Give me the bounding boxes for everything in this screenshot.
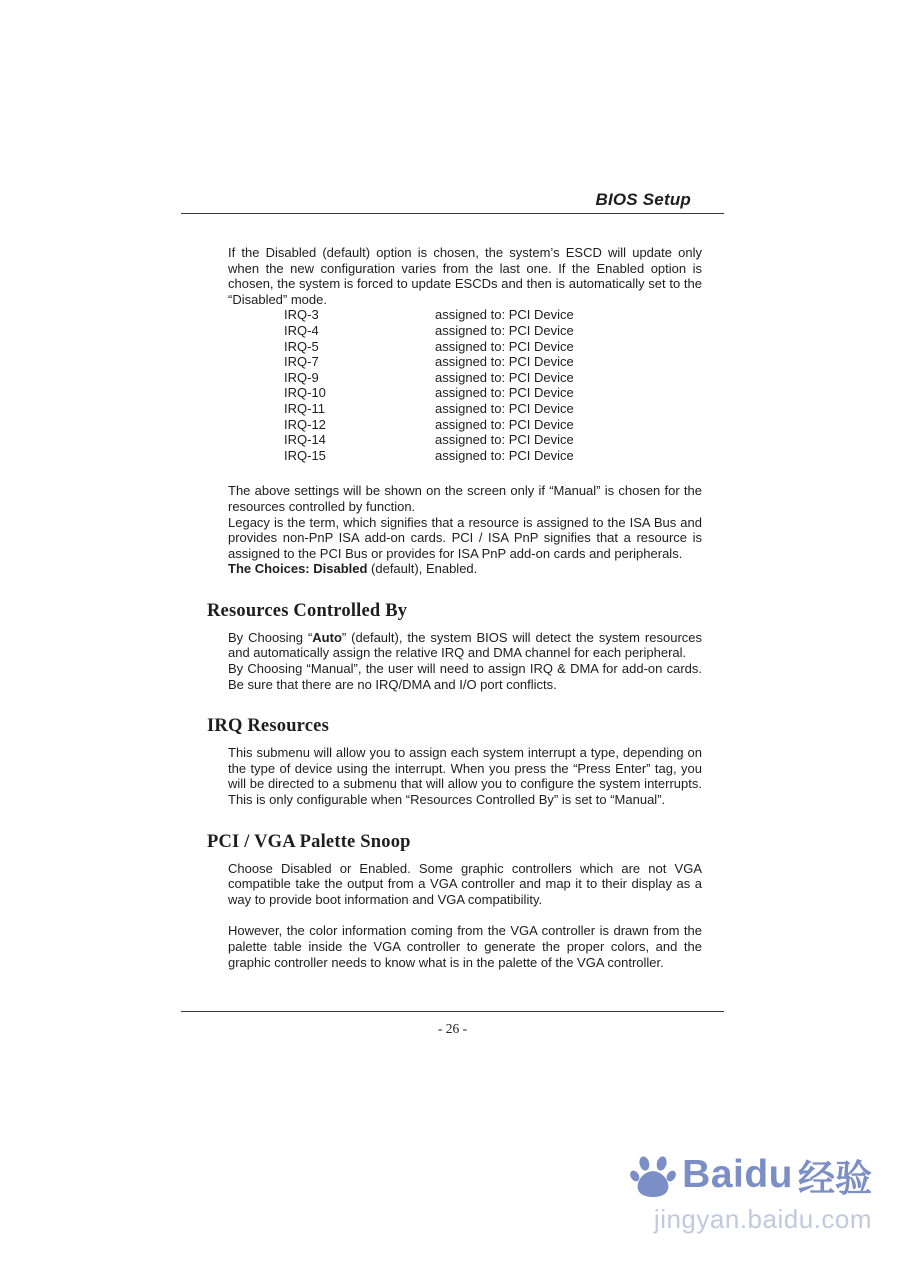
watermark-brand-row bbox=[629, 1148, 872, 1202]
intro-paragraph: If the Disabled (default) option is chosen, the system’s ESCD will update only when the new configuration varies from the last one. If the Enabled option is chosen, the system is forced to update ESCDs and then is automatically set to the “Disabled” mode. bbox=[228, 245, 702, 307]
irq-row bbox=[284, 385, 724, 401]
irq-assignment: assigned to: PCI Device bbox=[435, 385, 574, 401]
pci-vga-paragraph-2: However, the color information coming from the VGA controller is drawn from the palette table inside the VGA controller to generate the proper colors, and the graphic controller needs to know what is in the palette of the VGA controller. bbox=[228, 923, 702, 970]
resources-paragraph-2: By Choosing “Manual”, the user will need to assign IRQ & DMA for add-on cards. Be sure that there are no IRQ/DMA and I/O port conflicts. bbox=[228, 661, 702, 692]
baidu-watermark bbox=[629, 1148, 872, 1235]
irq-row bbox=[284, 432, 724, 448]
watermark-brand-cn-text: 经验 bbox=[798, 1158, 872, 1199]
resources-p1-bold: Auto bbox=[312, 629, 342, 645]
pci-vga-paragraph-1: Choose Disabled or Enabled. Some graphic controllers which are not VGA compatible take the output from a VGA controller and map it to their display as a way to provide boot information and VGA compatibility. bbox=[228, 860, 702, 907]
baidu-paw-icon bbox=[629, 1151, 677, 1199]
irq-assignment: assigned to: PCI Device bbox=[435, 369, 574, 385]
section-title-irq-resources: IRQ Resources bbox=[207, 716, 329, 737]
footer-divider bbox=[181, 1011, 724, 1012]
irq-resources-paragraph: This submenu will allow you to assign each system interrupt a type, depending on the type of device using the interrupt. When you press the “Press Enter” tag, you will be directed to a submenu that will allow you to configure the system interrupts. This is only configurable when “Resources Controlled By” is set to “Manual”. bbox=[228, 745, 702, 808]
section-title-resources: Resources Controlled By bbox=[207, 600, 408, 621]
irq-label: IRQ-4 bbox=[284, 322, 319, 338]
irq-label: IRQ-11 bbox=[284, 400, 325, 416]
section-pci-vga-palette-snoop bbox=[181, 832, 724, 971]
section-irq-resources bbox=[181, 716, 724, 807]
irq-row bbox=[284, 370, 724, 386]
resources-p1-post: ” (default), the system BIOS will detect the system resources and automatically assign the relative IRQ and DMA channel for each peripheral. bbox=[228, 629, 703, 661]
irq-label: IRQ-12 bbox=[284, 416, 326, 432]
irq-row bbox=[284, 354, 724, 370]
legacy-paragraph: Legacy is the term, which signifies that a resource is assigned to the ISA Bus and provides non-PnP ISA add-on cards. PCI / ISA PnP signifies that a resource is assigned to the PCI Bus or provides for ISA PnP add-on cards and peripherals. bbox=[228, 514, 702, 561]
watermark-brand-text: Baidu bbox=[682, 1153, 793, 1196]
after-irq-block bbox=[181, 483, 724, 577]
irq-label: IRQ-3 bbox=[284, 307, 319, 323]
irq-label: IRQ-15 bbox=[284, 447, 326, 463]
section-resources-controlled-by bbox=[181, 601, 724, 692]
irq-assignment: assigned to: PCI Device bbox=[435, 307, 574, 323]
choices-paragraph bbox=[228, 561, 702, 577]
resources-p1-pre: By Choosing “ bbox=[228, 629, 313, 645]
page-number: - 26 - bbox=[437, 1021, 468, 1036]
irq-row bbox=[284, 339, 724, 355]
irq-row bbox=[284, 323, 724, 339]
irq-assignment: assigned to: PCI Device bbox=[435, 354, 574, 370]
choices-label: The Choices: Disabled bbox=[228, 561, 368, 577]
section-title-pci-vga: PCI / VGA Palette Snoop bbox=[207, 831, 411, 852]
irq-assignment: assigned to: PCI Device bbox=[435, 322, 574, 338]
irq-row bbox=[284, 448, 724, 464]
irq-row bbox=[284, 401, 724, 417]
choices-values: (default), Enabled. bbox=[367, 561, 478, 577]
page-content bbox=[181, 0, 724, 970]
manual-note-paragraph: The above settings will be shown on the screen only if “Manual” is chosen for the resources controlled by function. bbox=[228, 483, 702, 514]
irq-assignment: assigned to: PCI Device bbox=[435, 432, 574, 448]
irq-row bbox=[284, 417, 724, 433]
irq-assignment: assigned to: PCI Device bbox=[435, 400, 574, 416]
irq-label: IRQ-14 bbox=[284, 432, 326, 448]
irq-label: IRQ-7 bbox=[284, 354, 319, 370]
watermark-url: jingyan.baidu.com bbox=[653, 1204, 872, 1234]
irq-table bbox=[284, 307, 724, 463]
page-footer bbox=[181, 1008, 724, 1037]
irq-label: IRQ-10 bbox=[284, 385, 326, 401]
irq-assignment: assigned to: PCI Device bbox=[435, 447, 574, 463]
irq-label: IRQ-5 bbox=[284, 338, 319, 354]
irq-assignment: assigned to: PCI Device bbox=[435, 338, 574, 354]
resources-paragraph-1 bbox=[228, 630, 702, 661]
irq-row bbox=[284, 307, 724, 323]
header-divider bbox=[181, 213, 724, 214]
page-header-title: BIOS Setup bbox=[595, 190, 691, 209]
irq-label: IRQ-9 bbox=[284, 369, 319, 385]
irq-assignment: assigned to: PCI Device bbox=[435, 416, 574, 432]
